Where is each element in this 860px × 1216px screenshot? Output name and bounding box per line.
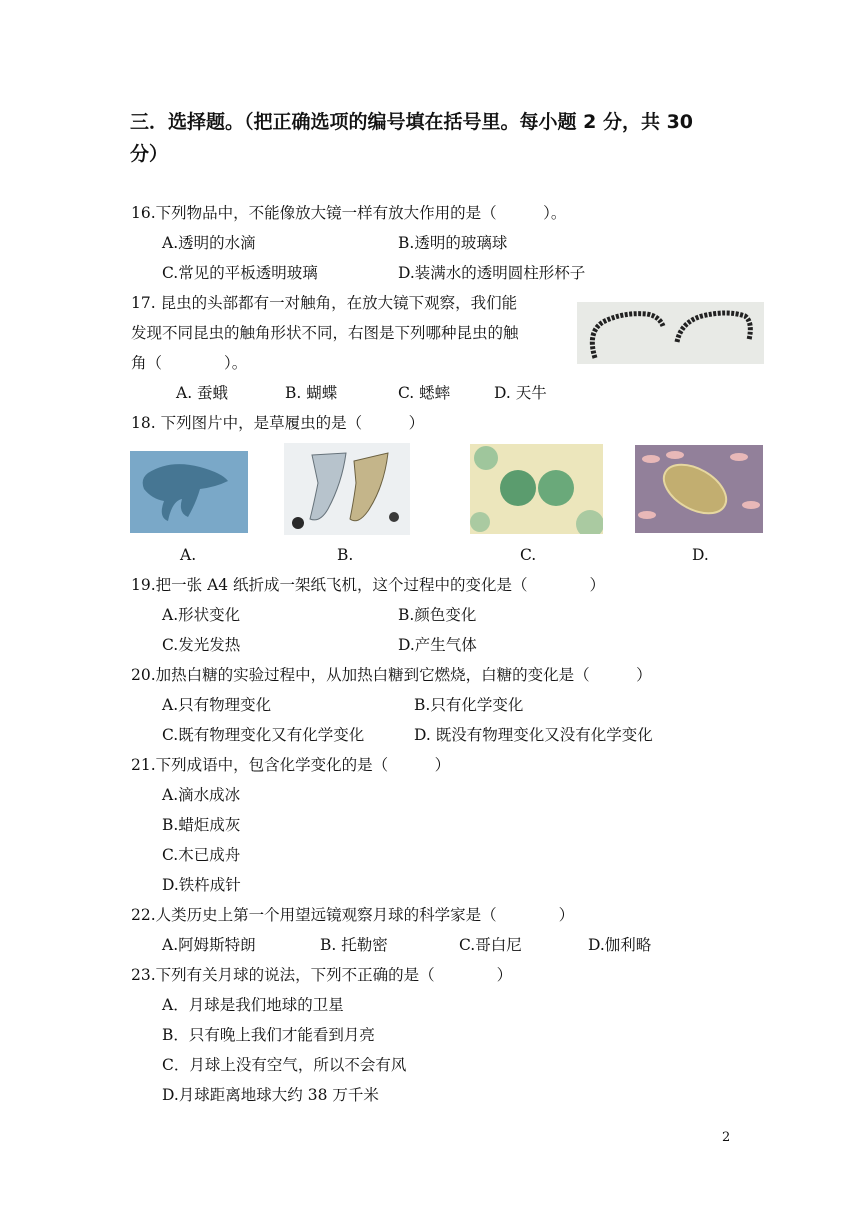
section-heading-line2: 分）: [130, 143, 169, 165]
q17-option-a: A. 蚕蛾: [176, 384, 229, 402]
q18-stem: 18. 下列图片中，是草履虫的是（ ）: [131, 414, 425, 432]
q19-stem: 19.把一张 A4 纸折成一架纸飞机，这个过程中的变化是（ ）: [131, 576, 606, 594]
q19-option-a: A.形状变化: [162, 606, 241, 624]
q16-option-b: B.透明的玻璃球: [398, 234, 508, 252]
q20-option-c: C.既有物理变化又有化学变化: [162, 726, 365, 744]
q18-label-b: B.: [337, 546, 354, 564]
q17-option-c: C. 蟋蟀: [398, 384, 451, 402]
q19-option-d: D.产生气体: [398, 636, 477, 654]
q23-option-b: B．只有晚上我们才能看到月亮: [162, 1026, 375, 1044]
q16-option-d: D.装满水的透明圆柱形杯子: [398, 264, 586, 282]
q22-option-c: C.哥白尼: [459, 936, 522, 954]
q17-line3: 角（ ）。: [131, 354, 248, 372]
q20-option-a: A.只有物理变化: [162, 696, 272, 714]
q19-option-c: C.发光发热: [162, 636, 241, 654]
q19-option-b: B.颜色变化: [398, 606, 477, 624]
q23-option-c: C．月球上没有空气，所以不会有风: [162, 1056, 407, 1074]
q20-option-d: D. 既没有物理变化又没有化学变化: [414, 726, 653, 744]
q17-option-d: D. 天牛: [494, 384, 547, 402]
microorganism-image-b: [284, 443, 410, 535]
section-heading-line1: 三．选择题。（把正确选项的编号填在括号里。每小题 2 分，共 30: [130, 111, 694, 133]
q21-option-a: A.滴水成冰: [162, 786, 241, 804]
q21-stem: 21.下列成语中，包含化学变化的是（ ）: [131, 756, 451, 774]
page-number: 2: [722, 1130, 731, 1145]
q23-stem: 23.下列有关月球的说法，下列不正确的是（ ）: [131, 966, 513, 984]
q20-option-b: B.只有化学变化: [414, 696, 524, 714]
q17-line2: 发现不同昆虫的触角形状不同，右图是下列哪种昆虫的触: [131, 324, 519, 342]
microorganism-image-c: [470, 444, 603, 534]
q23-option-a: A．月球是我们地球的卫星: [162, 996, 344, 1014]
q16-option-c: C.常见的平板透明玻璃: [162, 264, 318, 282]
q22-stem: 22.人类历史上第一个用望远镜观察月球的科学家是（ ）: [131, 906, 575, 924]
q23-option-d: D.月球距离地球大约 38 万千米: [162, 1086, 379, 1104]
q18-label-c: C.: [520, 546, 537, 564]
q21-option-c: C.木已成舟: [162, 846, 241, 864]
microorganism-image-a: [130, 451, 248, 533]
q16-stem: 16.下列物品中，不能像放大镜一样有放大作用的是（ ）。: [131, 204, 567, 222]
q17-line1: 17. 昆虫的头部都有一对触角，在放大镜下观察，我们能: [131, 294, 518, 312]
q18-label-d: D.: [692, 546, 709, 564]
q21-option-d: D.铁杵成针: [162, 876, 241, 894]
q20-stem: 20.加热白糖的实验过程中，从加热白糖到它燃烧，白糖的变化是（ ）: [131, 666, 652, 684]
q22-option-d: D.伽利略: [588, 936, 652, 954]
q22-option-b: B. 托勒密: [320, 936, 388, 954]
q22-option-a: A.阿姆斯特朗: [162, 936, 256, 954]
q21-option-b: B.蜡炬成灰: [162, 816, 241, 834]
microorganism-image-d: [635, 445, 763, 533]
q18-label-a: A.: [180, 546, 197, 564]
antenna-image: [577, 302, 764, 364]
q17-option-b: B. 蝴蝶: [285, 384, 338, 402]
q16-option-a: A.透明的水滴: [162, 234, 256, 252]
